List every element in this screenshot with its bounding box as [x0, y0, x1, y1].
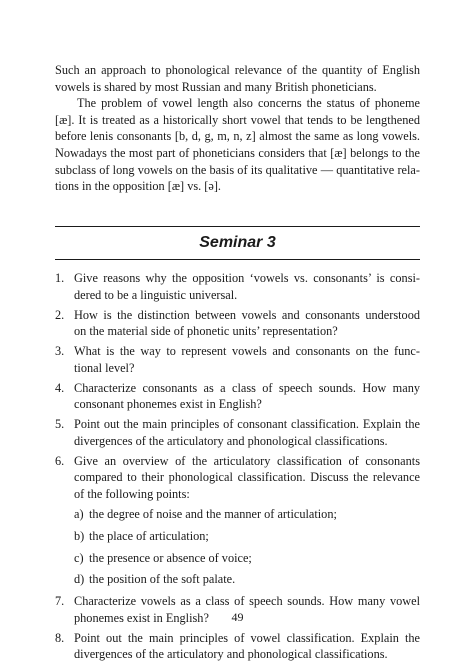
question-text-line: divergences of the articulatory and phonological classifications. [74, 433, 388, 448]
question-text-line: compared to their phonological classification. Discuss the relevance [74, 470, 420, 485]
sub-item-text: the position of the soft palate. [89, 572, 236, 587]
text-line: tions in the opposition [æ] vs. [ə]. [55, 179, 221, 194]
seminar-question [55, 307, 420, 340]
question-text-line: Point out the main principles of consonant classification. Explain the [74, 417, 420, 432]
question-sub-item [74, 506, 420, 523]
sub-item-letter: a) [74, 507, 84, 522]
sub-item-letter: b) [74, 528, 85, 543]
question-number: 7. [55, 594, 65, 609]
question-text-line: of the following points: [74, 487, 190, 502]
seminar-question [55, 380, 420, 413]
question-sub-item [74, 528, 420, 545]
question-text-line: Characterize vowels as a class of speech sounds. How many vowel [74, 594, 420, 609]
sub-item-text: the place of articulation; [89, 528, 209, 543]
question-text-line: consonant phonemes exist in English? [74, 397, 262, 412]
intro-paragraph-2 [55, 95, 420, 195]
page-number: 49 [231, 610, 244, 624]
question-number: 8. [55, 630, 65, 645]
question-text-line: on the material side of phonetic units’ representation? [74, 324, 338, 339]
intro-paragraph-1 [55, 62, 420, 95]
text-line: before lenis consonants [b, d, g, m, n, z] almost the same as long vowels. [55, 129, 420, 144]
text-line: Such an approach to phonological relevance of the quantity of English [55, 63, 420, 77]
question-text-line: How is the distinction between vowels and consonants understood [74, 307, 420, 322]
question-text-line: phonemes exist in English? [74, 610, 209, 625]
question-sub-item [74, 550, 420, 567]
text-line: [æ]. It is treated as a historically short vowel that tends to be lengthened [55, 112, 420, 127]
section-rule-top [55, 226, 420, 227]
seminar-question [55, 630, 420, 663]
question-sub-list [74, 506, 420, 588]
question-number: 6. [55, 453, 65, 468]
question-number: 3. [55, 344, 65, 359]
question-text-line: Give an overview of the articulatory classification of consonants [74, 453, 420, 468]
sub-item-text: the degree of noise and the manner of articulation; [89, 507, 337, 522]
seminar-question [55, 453, 420, 588]
text-line: Nowadays the most part of phoneticians considers that [æ] belongs to the [55, 145, 420, 160]
question-text-line: tional level? [74, 360, 135, 375]
question-number: 4. [55, 380, 65, 395]
seminar-title: Seminar 3 [199, 234, 276, 251]
question-number: 5. [55, 417, 65, 432]
seminar-question-list [55, 270, 420, 666]
question-text-line: divergences of the articulatory and phonological classifications. [74, 647, 388, 662]
question-text-line: Give reasons why the opposition ‘vowels vs. consonants’ is consi- [74, 271, 420, 285]
question-text-line: dered to be a linguistic universal. [74, 287, 238, 302]
question-text-line: Characterize consonants as a class of speech sounds. How many [74, 380, 420, 395]
question-sub-item [74, 571, 420, 588]
section-rule-bottom [55, 259, 420, 260]
seminar-question [55, 270, 420, 303]
text-line: The problem of vowel length also concerns the status of phoneme [77, 96, 420, 111]
sub-item-letter: c) [74, 550, 84, 565]
seminar-question [55, 416, 420, 449]
question-text-line: Point out the main principles of vowel classification. Explain the [74, 630, 420, 645]
sub-item-letter: d) [74, 572, 85, 587]
sub-item-text: the presence or absence of voice; [89, 550, 252, 565]
question-text-line: What is the way to represent vowels and consonants on the func- [74, 344, 420, 359]
question-number: 1. [55, 271, 65, 285]
seminar-question [55, 343, 420, 376]
intro-text [55, 62, 420, 195]
question-number: 2. [55, 307, 65, 322]
text-line: subclass of long vowels on the basis of its qualitative — quantitative rela- [55, 162, 420, 177]
text-line: vowels is shared by most Russian and many British phoneticians. [55, 79, 377, 94]
